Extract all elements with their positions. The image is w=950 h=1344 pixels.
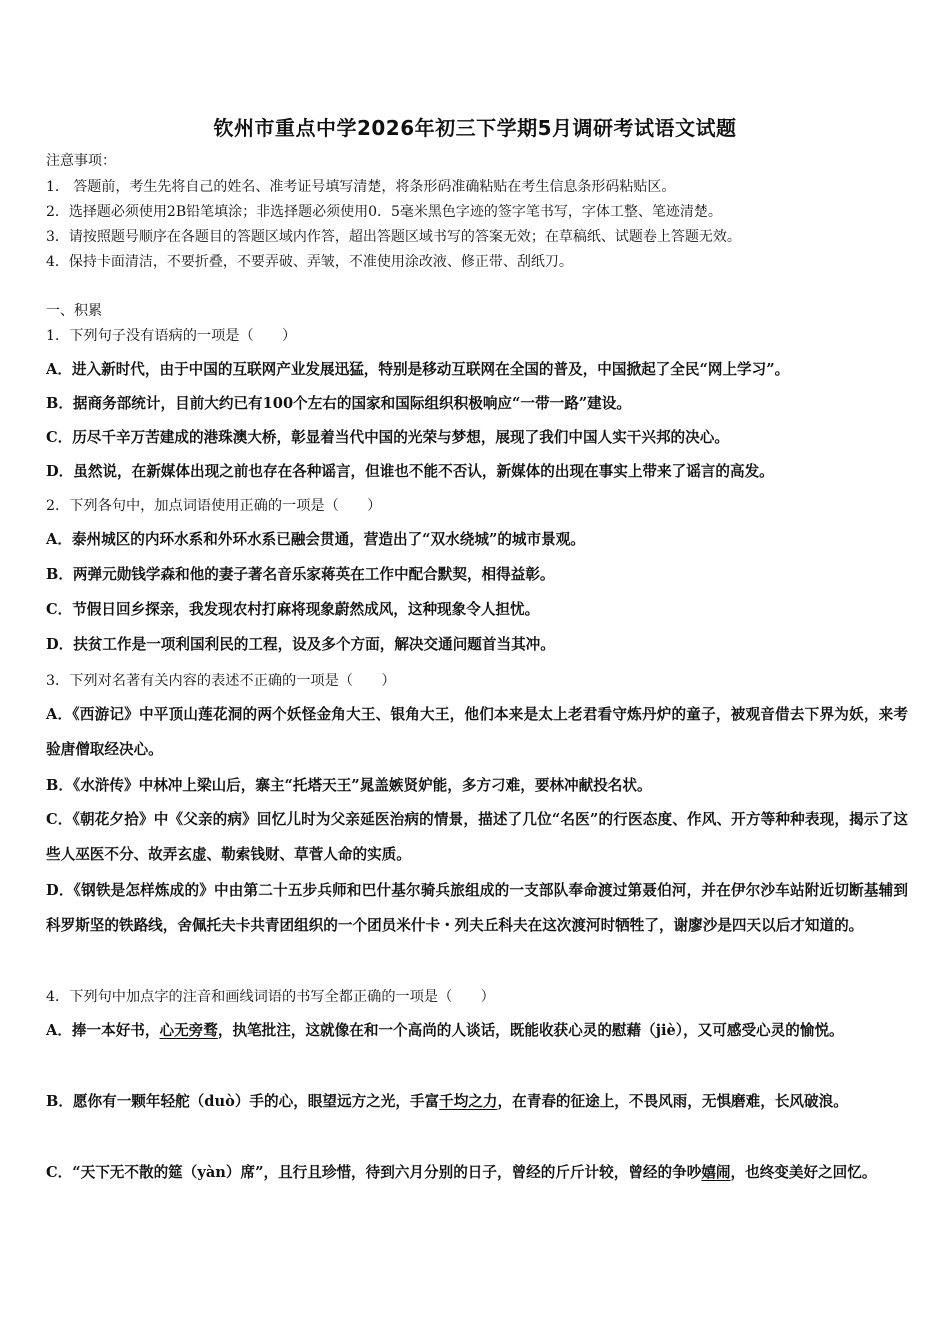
question-3-option-b: B．《水浒传》中林冲上梁山后，寨主“托塔天王”晁盖嫉贤妒能，多方刁难，要林冲献投名状。 xyxy=(46,777,652,794)
option-c-text-1: C．“天下无不散的筵（yàn）席”，且行且珍惜，待到六月分别的日子，曾经的斤斤计较，曾经的争吵 xyxy=(46,1164,702,1181)
question-3-option-a: A．《西游记》中平顶山莲花洞的两个妖怪金角大王、银角大王，他们本来是太上老君看守炼丹炉的童子，被观音借去下界为妖，来考验唐僧取经决心。 xyxy=(46,706,908,758)
option-a-text-1: A．捧一本好书， xyxy=(46,1022,160,1039)
notice-item-2: 2．选择题必须使用2B铅笔填涂；非选择题必须使用0．5毫米黑色字迹的签字笔书写，字体工整、笔迹清楚。 xyxy=(46,204,722,220)
question-1-stem: 1．下列句子没有语病的一项是（ ） xyxy=(46,328,297,344)
question-2-option-b: B．两弹元勋钱学森和他的妻子著名音乐家蒋英在工作中配合默契，相得益彰。 xyxy=(46,566,555,583)
exam-title: 钦州市重点中学2026年初三下学期5月调研考试语文试题 xyxy=(213,116,737,140)
question-3-option-d: D．《钢铁是怎样炼成的》中由第二十五步兵师和巴什基尔骑兵旅组成的一支部队奉命渡过第聂伯河，并在伊尔沙车站附近切断基辅到科罗斯坚的铁路线，舍佩托夫卡共青团组织的一个团员米什卡・列夫丘科夫在这次渡河时牺牲了，谢廖沙是四天以后才知道的。 xyxy=(46,882,908,934)
question-1-option-c: C．历尽千辛万苦建成的港珠澳大桥，彰显着当代中国的光荣与梦想，展现了我们中国人实干兴邦的决心。 xyxy=(46,429,729,446)
question-2-option-d: D．扶贫工作是一项利国利民的工程，设及多个方面，解决交通问题首当其冲。 xyxy=(46,636,555,653)
notice-heading: 注意事项： xyxy=(46,153,116,169)
notice-item-4: 4．保持卡面清洁，不要折叠，不要弄破、弄皱，不准使用涂改液、修正带、刮纸刀。 xyxy=(46,254,573,270)
question-1-option-b: B．据商务部统计，目前大约已有100个左右的国家和国际组织积极响应“一带一路”建设。 xyxy=(46,395,631,412)
option-c-underlined-phrase: 嬉闹 xyxy=(701,1164,731,1181)
question-3-option-c: C．《朝花夕拾》中《父亲的病》回忆儿时为父亲延医治病的情景，描述了几位“名医”的行医态度、作风、开方等种种表现，揭示了这些人巫医不分、故弄玄虚、勒索钱财、草菅人命的实质。 xyxy=(46,811,908,863)
option-a-text-2: ，执笔批注，这就像在和一个高尚的人谈话，既能收获心灵的慰藉（jiè），又可感受心灵的愉悦。 xyxy=(217,1022,844,1039)
question-4-option-b xyxy=(46,1084,908,1119)
option-b-text-2: ，在青春的征途上，不畏风雨，无惧磨难，长风破浪。 xyxy=(497,1093,848,1110)
question-2-option-a: A．泰州城区的内环水系和外环水系已融会贯通，营造出了“双水绕城”的城市景观。 xyxy=(46,531,585,548)
notice-item-3: 3．请按照题号顺序在各题目的答题区域内作答，超出答题区域书写的答案无效；在草稿纸、试题卷上答题无效。 xyxy=(46,229,741,245)
question-3-stem: 3．下列对名著有关内容的表述不正确的一项是（ ） xyxy=(46,673,396,689)
question-4-stem: 4．下列句中加点字的注音和画线词语的书写全都正确的一项是（ ） xyxy=(46,989,495,1005)
question-4-option-c xyxy=(46,1155,908,1190)
question-1-option-d: D．虽然说，在新媒体出现之前也存在各种谣言，但谁也不能不否认，新媒体的出现在事实上带来了谣言的高发。 xyxy=(46,463,774,480)
question-4-option-a xyxy=(46,1013,908,1048)
option-b-underlined-phrase: 千均之力 xyxy=(439,1093,498,1110)
question-1-option-a: A．进入新时代，由于中国的互联网产业发展迅猛，特别是移动互联网在全国的普及，中国掀起了全民“网上学习”。 xyxy=(46,361,790,378)
section-heading: 一、积累 xyxy=(46,303,102,319)
question-2-stem: 2．下列各句中，加点词语使用正确的一项是（ ） xyxy=(46,498,382,514)
option-c-text-2: ，也终变美好之回忆。 xyxy=(730,1164,877,1181)
question-2-option-c: C．节假日回乡探亲，我发现农村打麻将现象蔚然成风，这种现象令人担忧。 xyxy=(46,601,540,618)
option-b-text-1: B．愿你有一颗年轻舵（duò）手的心，眼望远方之光，手富 xyxy=(46,1093,440,1110)
notice-item-1: 1． 答题前，考生先将自己的姓名、准考证号填写清楚，将条形码准确粘贴在考生信息条形码粘贴区。 xyxy=(46,179,676,195)
option-a-underlined-phrase: 心无旁骛 xyxy=(159,1022,218,1039)
